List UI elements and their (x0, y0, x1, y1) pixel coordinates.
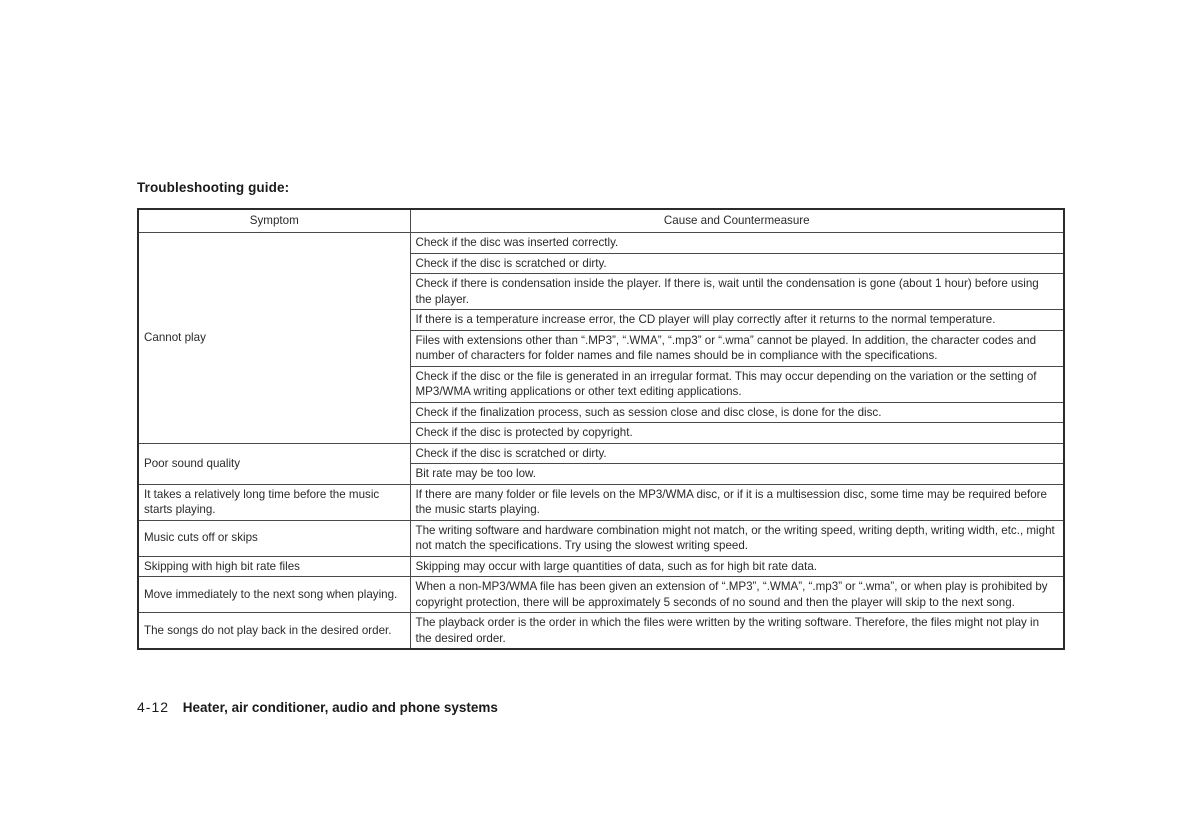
table-header-row (138, 209, 1064, 233)
cause-cell: Check if the disc or the file is generated in an irregular format. This may occur depending on the variation or the setting of MP3/WMA writing applications or other text editing applications. (410, 366, 1064, 402)
table-row (138, 556, 1064, 577)
cause-cell: Check if the disc is scratched or dirty. (410, 443, 1064, 464)
cause-cell: When a non-MP3/WMA file has been given an extension of “.MP3”, “.WMA”, “.mp3” or “.wma”, or when play is prohibited by copyright protection, there will be approximately 5 seconds of no sound and then the player will skip to the next song. (410, 577, 1064, 613)
cause-cell: Bit rate may be too low. (410, 464, 1064, 485)
cause-cell: Check if the disc was inserted correctly. (410, 233, 1064, 254)
cause-cell: The playback order is the order in which the files were written by the writing software. Therefore, the files might not play in the desired order. (410, 613, 1064, 650)
table-row (138, 443, 1064, 464)
symptom-cell: Skipping with high bit rate files (138, 556, 410, 577)
cause-cell: Skipping may occur with large quantities of data, such as for high bit rate data. (410, 556, 1064, 577)
table-row (138, 577, 1064, 613)
page-number: 4-12 (137, 699, 170, 715)
table-row (138, 613, 1064, 650)
table-row (138, 520, 1064, 556)
symptom-cell: Poor sound quality (138, 443, 410, 484)
symptom-cell: The songs do not play back in the desired order. (138, 613, 410, 650)
symptom-cell: Cannot play (138, 233, 410, 444)
page-footer (137, 699, 498, 715)
section-title: Troubleshooting guide: (137, 180, 290, 195)
cause-cell: Check if the disc is scratched or dirty. (410, 253, 1064, 274)
table-row (138, 484, 1064, 520)
column-header-symptom: Symptom (138, 209, 410, 233)
cause-cell: Files with extensions other than “.MP3”, “.WMA”, “.mp3” or “.wma” cannot be played. In addition, the character codes and number of characters for folder names and file names should be in compliance with the specifications. (410, 330, 1064, 366)
troubleshooting-table (137, 208, 1065, 650)
symptom-cell: Move immediately to the next song when playing. (138, 577, 410, 613)
column-header-cause: Cause and Countermeasure (410, 209, 1064, 233)
cause-cell: If there is a temperature increase error, the CD player will play correctly after it returns to the normal temperature. (410, 310, 1064, 331)
cause-cell: Check if the finalization process, such as session close and disc close, is done for the disc. (410, 402, 1064, 423)
cause-cell: Check if there is condensation inside the player. If there is, wait until the condensation is gone (about 1 hour) before using the player. (410, 274, 1064, 310)
cause-cell: Check if the disc is protected by copyright. (410, 423, 1064, 444)
cause-cell: The writing software and hardware combination might not match, or the writing speed, writing depth, writing width, etc., might not match the specifications. Try using the slowest writing speed. (410, 520, 1064, 556)
table-row (138, 233, 1064, 254)
cause-cell: If there are many folder or file levels on the MP3/WMA disc, or if it is a multisession disc, some time may be required before the music starts playing. (410, 484, 1064, 520)
symptom-cell: Music cuts off or skips (138, 520, 410, 556)
chapter-title: Heater, air conditioner, audio and phone systems (182, 700, 498, 715)
symptom-cell: It takes a relatively long time before the music starts playing. (138, 484, 410, 520)
